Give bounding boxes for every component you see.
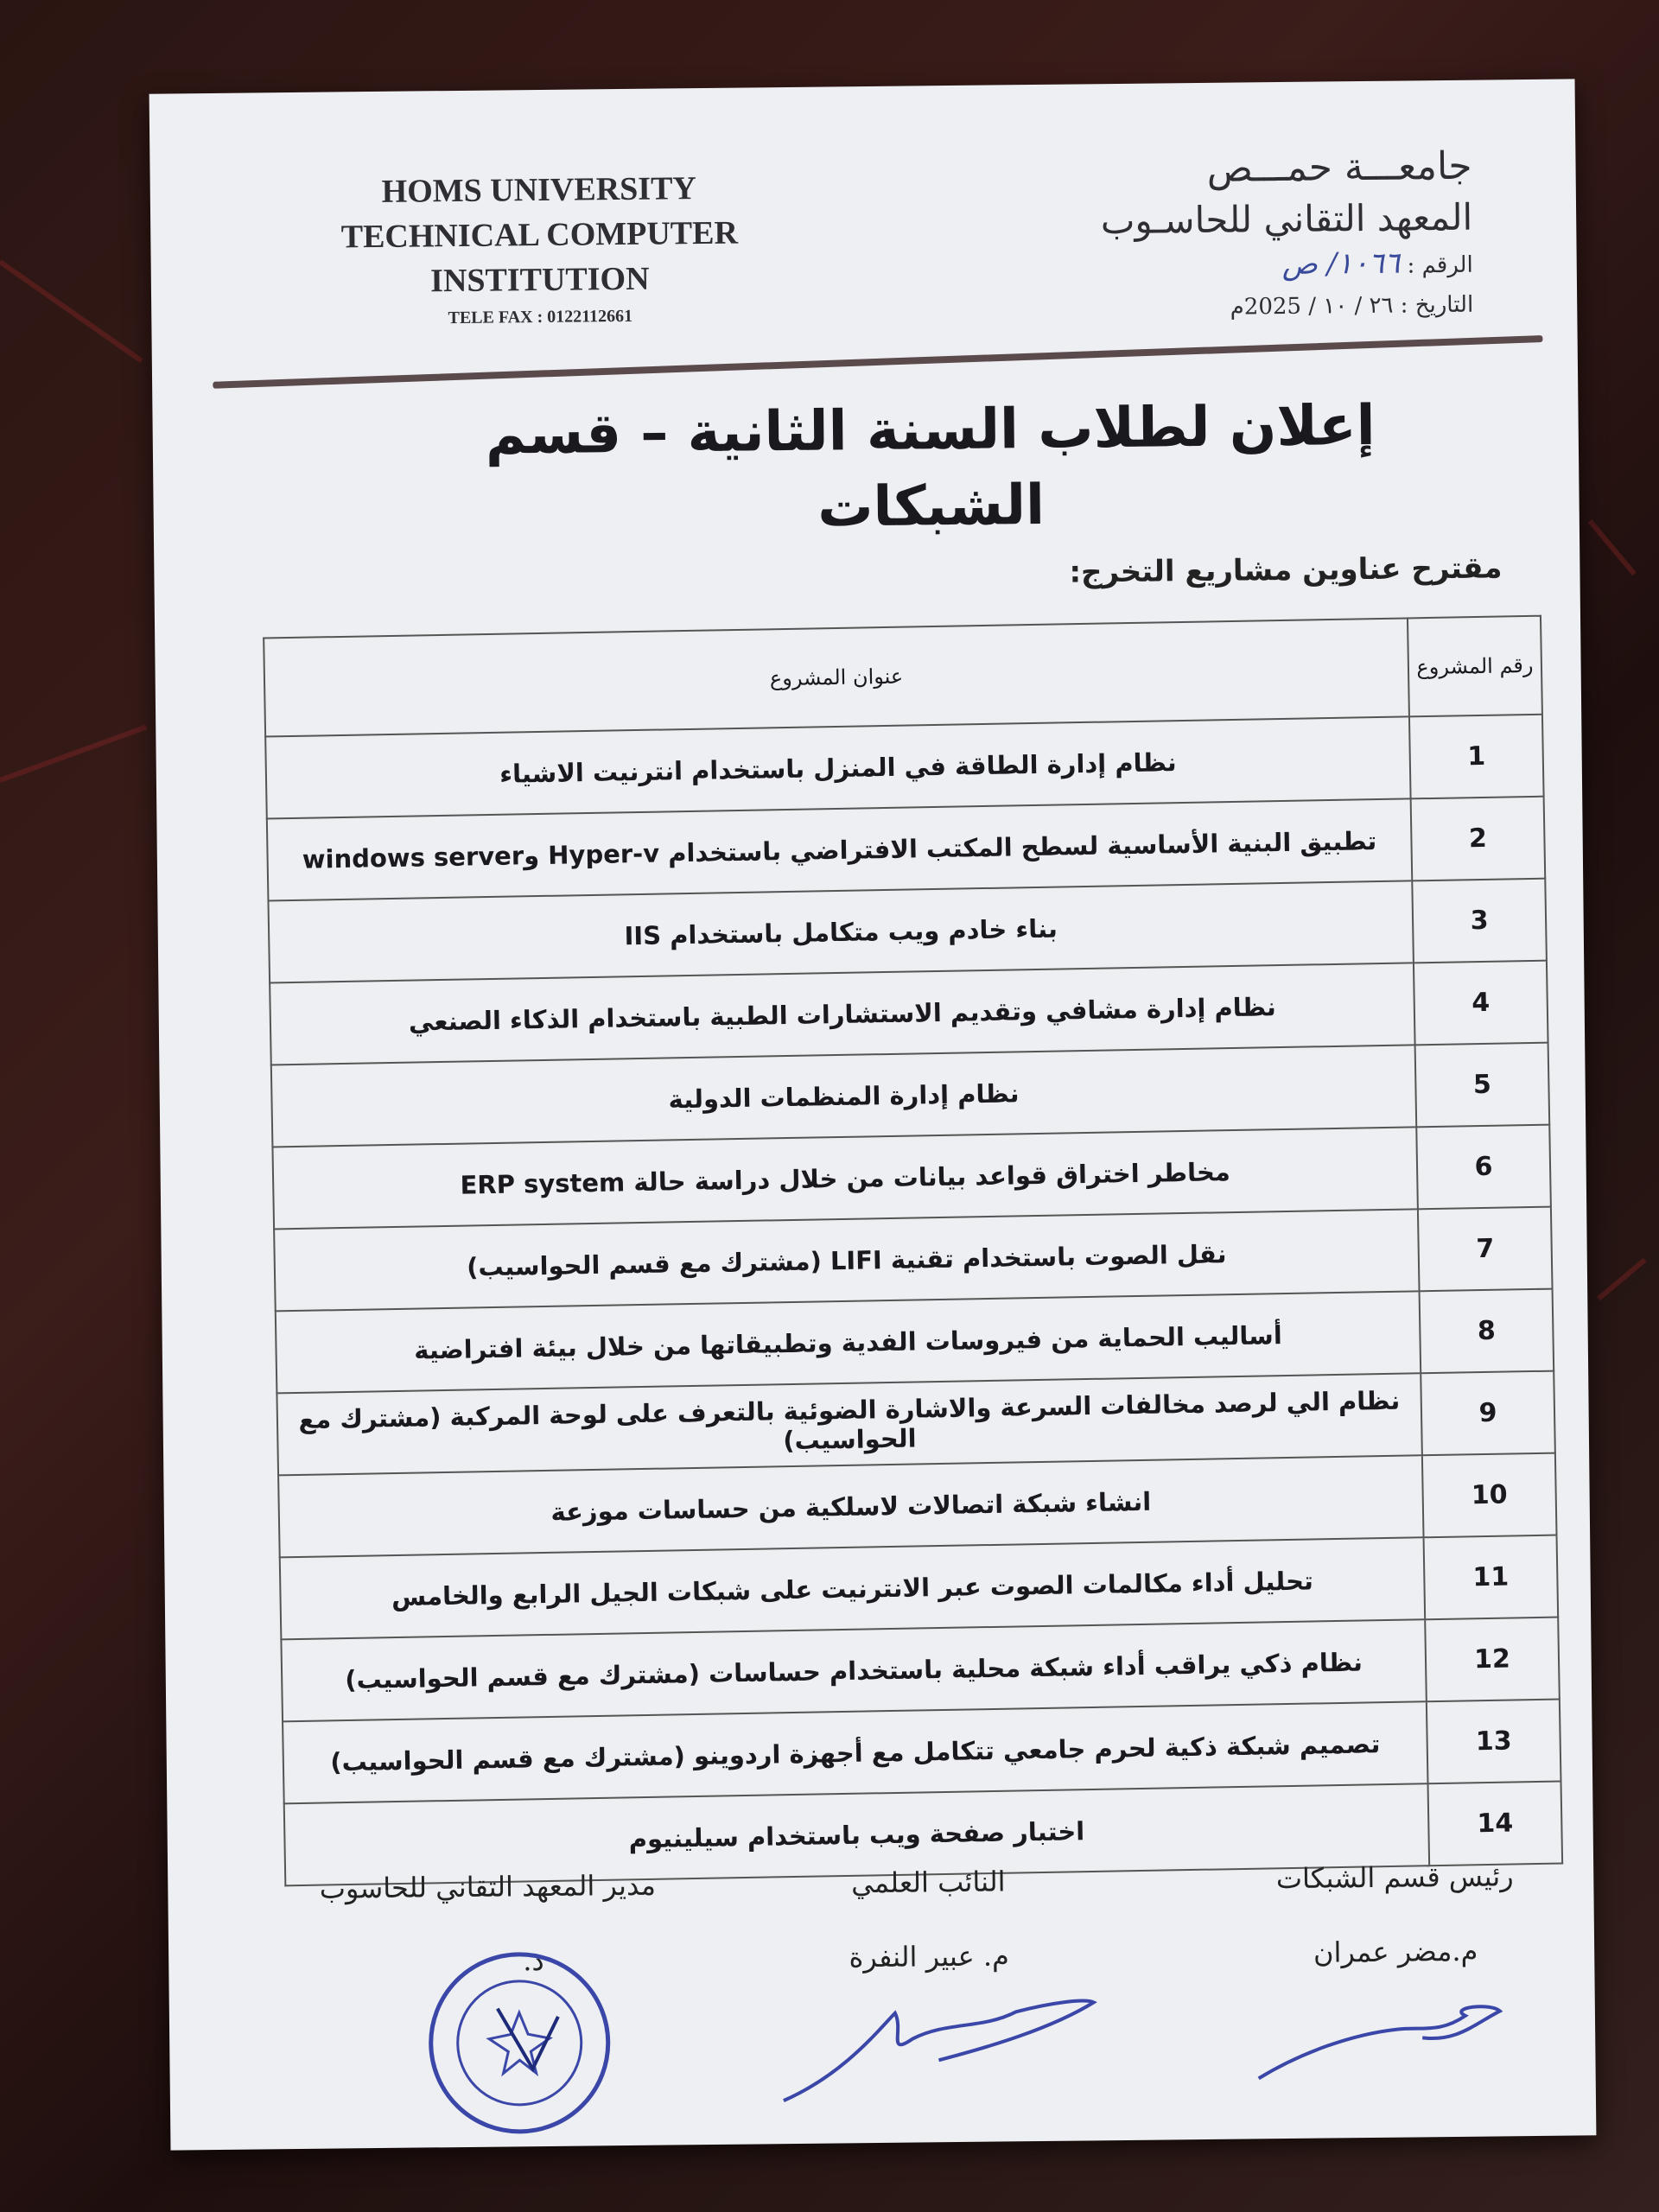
project-number: 11 bbox=[1424, 1535, 1559, 1620]
signature-scientific-deputy bbox=[790, 1865, 1067, 1974]
project-title: نظام ذكي يراقب أداء شبكة محلية باستخدام حساسات (مشترك مع قسم الحواسيب) bbox=[281, 1619, 1426, 1721]
background-stripe bbox=[1597, 1258, 1646, 1301]
project-number: 8 bbox=[1420, 1289, 1554, 1374]
project-title: تصميم شبكة ذكية لحرم جامعي تتكامل مع أجهزة اردوينو (مشترك مع قسم الحواسيب) bbox=[283, 1701, 1427, 1803]
project-title: بناء خادم ويب متكامل باستخدام IIS bbox=[268, 880, 1413, 982]
projects-table bbox=[263, 615, 1563, 1887]
project-number: 4 bbox=[1414, 961, 1548, 1046]
signature-name: د. bbox=[523, 1944, 544, 1978]
telefax: TELE FAX : 0122112661 bbox=[448, 306, 633, 328]
date-label: التاريخ : bbox=[1400, 291, 1474, 319]
column-header-title: عنوان المشروع bbox=[264, 618, 1409, 736]
handwritten-signature-2 bbox=[773, 1976, 1103, 2109]
project-number: 6 bbox=[1416, 1125, 1551, 1210]
project-title: نظام إدارة الطاقة في المنزل باستخدام انترنيت الاشياء bbox=[265, 716, 1410, 818]
signature-role: النائب العلمي bbox=[850, 1865, 1006, 1900]
project-number: 1 bbox=[1409, 715, 1544, 799]
date-value: ٢٦ / ١٠ / 2025م bbox=[1230, 292, 1394, 321]
project-title: انشاء شبكة اتصالات لاسلكية من حساسات موزعة bbox=[278, 1455, 1423, 1557]
background-stripe bbox=[0, 260, 143, 364]
arabic-letterhead bbox=[1022, 141, 1473, 329]
signature-head-of-networks bbox=[1256, 1859, 1534, 1969]
project-title: أساليب الحماية من فيروسات الفدية وتطبيقاتها من خلال بيئة افتراضية bbox=[276, 1291, 1421, 1393]
signature-role: رئيس قسم الشبكات bbox=[1275, 1859, 1514, 1896]
title-line: إعلان لطلاب السنة الثانية – قسم الشبكات bbox=[485, 393, 1376, 540]
project-number: 2 bbox=[1411, 797, 1546, 881]
reference-label: الرقم : bbox=[1407, 251, 1473, 279]
project-title: نظام الي لرصد مخالفات السرعة والاشارة الضوئية بالتعرف على لوحة المركبة (مشترك مع الحواسيب) bbox=[276, 1373, 1421, 1475]
background-stripe bbox=[1588, 519, 1637, 575]
letterhead-line-2: TECHNICAL COMPUTER bbox=[340, 214, 739, 256]
arabic-university: جامعـــة حمـــص bbox=[1206, 143, 1472, 191]
arabic-institute: المعهد التقاني للحاسـوب bbox=[1100, 195, 1473, 243]
handwritten-signature-3 bbox=[480, 1991, 585, 2095]
handwritten-signature-1 bbox=[1249, 1980, 1510, 2095]
reference-number bbox=[1023, 243, 1472, 289]
project-number: 9 bbox=[1421, 1371, 1555, 1456]
project-title: نظام إدارة مشافي وتقديم الاستشارات الطبية باستخدام الذكاء الصنعي bbox=[270, 963, 1414, 1065]
project-number: 7 bbox=[1418, 1207, 1553, 1292]
project-number: 3 bbox=[1412, 879, 1547, 963]
project-title: نقل الصوت باستخدام تقنية LIFI (مشترك مع قسم الحواسيب) bbox=[274, 1209, 1419, 1311]
background-stripe bbox=[0, 725, 147, 783]
section-subtitle: مقترح عناوين مشاريع التخرج: bbox=[1069, 550, 1503, 590]
signature-name: م.مضر عمران bbox=[1313, 1934, 1478, 1969]
reference-value: ١٠٦٦/ ص bbox=[1281, 245, 1401, 282]
signature-name: م. عبير النفرة bbox=[849, 1939, 1010, 1974]
letterhead-line-3: INSTITUTION bbox=[429, 260, 650, 300]
project-number: 5 bbox=[1415, 1043, 1550, 1128]
project-title: تحليل أداء مكالمات الصوت عبر الانترنيت على شبكات الجيل الرابع والخامس bbox=[280, 1537, 1425, 1639]
document-sheet bbox=[149, 79, 1597, 2150]
header-divider bbox=[213, 335, 1542, 389]
signature-role: مدير المعهد التقاني للحاسوب bbox=[319, 1868, 657, 1905]
project-number: 14 bbox=[1428, 1782, 1563, 1866]
project-title: مخاطر اختراق قواعد بيانات من خلال دراسة حالة ERP system bbox=[272, 1127, 1417, 1229]
project-title: نظام إدارة المنظمات الدولية bbox=[271, 1045, 1416, 1147]
letterhead-line-1: HOMS UNIVERSITY bbox=[381, 170, 697, 210]
project-number: 12 bbox=[1425, 1618, 1560, 1702]
document-date bbox=[1024, 285, 1473, 329]
english-letterhead bbox=[297, 165, 783, 334]
announcement-title bbox=[411, 387, 1450, 550]
project-title: تطبيق البنية الأساسية لسطح المكتب الافتراضي باستخدام Hyper-v وwindows server bbox=[267, 798, 1412, 900]
project-number: 13 bbox=[1427, 1700, 1561, 1784]
column-header-number: رقم المشروع bbox=[1408, 616, 1542, 717]
project-number: 10 bbox=[1422, 1453, 1557, 1538]
project-title: اختبار صفحة ويب باستخدام سيلينيوم bbox=[284, 1783, 1429, 1885]
